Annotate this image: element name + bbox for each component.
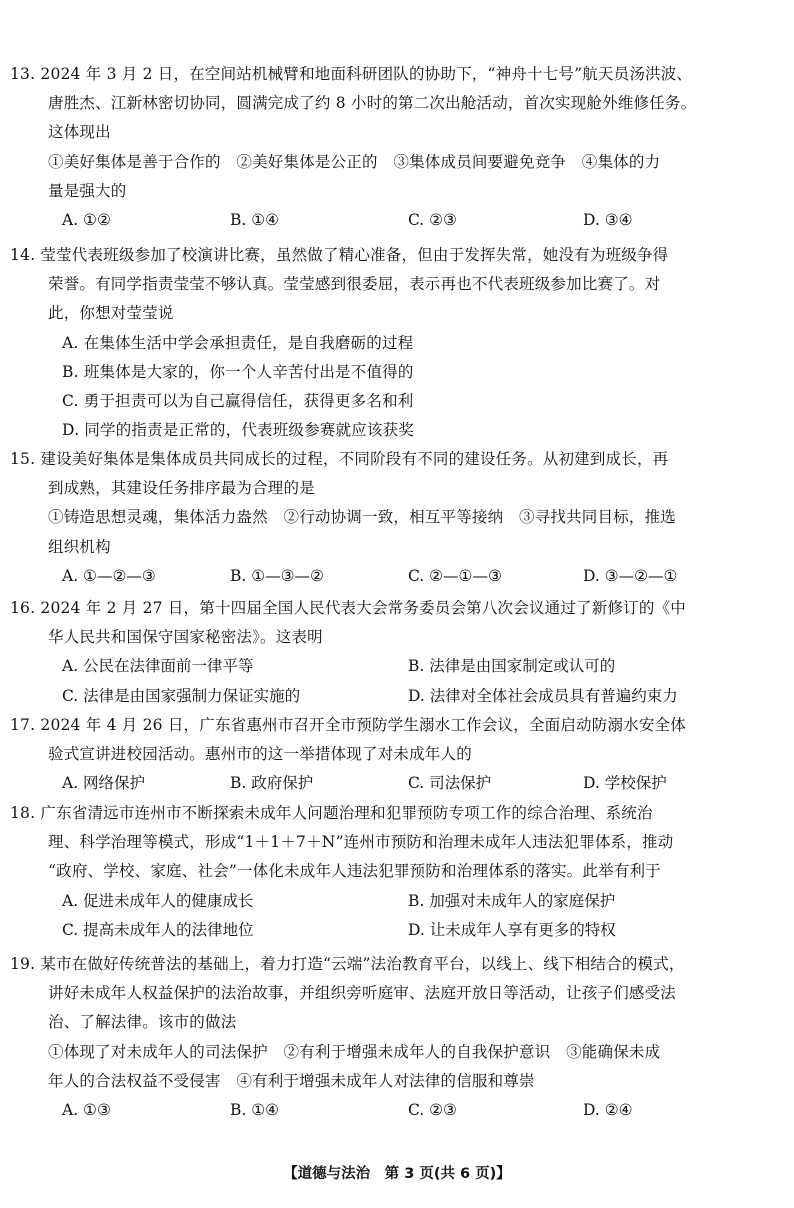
options-row	[10, 682, 780, 711]
options-row	[10, 206, 780, 235]
options-row	[10, 1096, 780, 1125]
option-d[interactable]: D. 同学的指责是正常的，代表班级参赛就应该获奖	[62, 421, 415, 440]
statement-line: ①铸造思想灵魂，集体活力盎然 ②行动协调一致，相互平等接纳 ③寻找共同目标，推选	[48, 508, 677, 527]
question-stem-line: 13. 2024 年 3 月 2 日，在空间站机械臂和地面科研团队的协助下，“神舟十七号”航天员汤洪波、	[10, 65, 693, 83]
question-18	[10, 799, 780, 945]
question-stem-line: 19. 某市在做好传统普法的基础上，着力打造“云端”法治教育平台，以线上、线下相结合的模式，	[10, 955, 685, 973]
option-c[interactable]: C. 勇于担责可以为自己赢得信任，获得更多名和利	[62, 392, 414, 411]
option-d[interactable]: D. 让未成年人享有更多的特权	[408, 920, 616, 939]
option-b[interactable]: B. 政府保护	[230, 774, 314, 793]
statement-line: 量是强大的	[48, 181, 127, 200]
question-stem-line: 18. 广东省清远市连州市不断探索未成年人问题治理和犯罪预防专项工作的综合治理、系统治	[10, 804, 653, 822]
question-stem-line: 15. 建设美好集体是集体成员共同成长的过程，不同阶段有不同的建设任务。从初建到成长，再	[10, 450, 669, 468]
question-stem-line: “政府、学校、家庭、社会”一体化未成年人违法犯罪预防和治理体系的落实。此举有利于	[48, 862, 661, 881]
question-stem-line: 到成熟，其建设任务排序最为合理的是	[48, 479, 315, 498]
option-c[interactable]: C. 提高未成年人的法律地位	[62, 920, 254, 939]
question-stem-line: 验式宣讲进校园活动。惠州市的这一举措体现了对未成年人的	[48, 745, 472, 764]
question-stem-line: 16. 2024 年 2 月 27 日，第十四届全国人民代表大会常务委员会第八次会议通过了新修订的《中	[10, 599, 686, 617]
question-14	[10, 241, 780, 445]
statement-line: 年人的合法权益不受侵害 ④有利于增强未成年人对法律的信服和尊崇	[48, 1071, 535, 1090]
options-row	[10, 562, 780, 591]
question-stem-line: 17. 2024 年 4 月 26 日，广东省惠州市召开全市预防学生溺水工作会议，全面启动防溺水安全体	[10, 716, 686, 734]
option-a[interactable]: A. ①—②—③	[62, 566, 156, 585]
question-15	[10, 445, 780, 591]
question-stem-line: 14. 莹莹代表班级参加了校演讲比赛，虽然做了精心准备，但由于发挥失常，她没有为班级争得	[10, 246, 669, 264]
question-stem-line: 这体现出	[48, 123, 111, 142]
question-13	[10, 60, 780, 235]
question-19	[10, 950, 780, 1125]
option-b[interactable]: B. 班集体是大家的，你一个人辛苦付出是不值得的	[62, 362, 414, 381]
option-a[interactable]: A. ①③	[62, 1101, 111, 1120]
statement-line: 组织机构	[48, 537, 111, 556]
option-a[interactable]: A. 促进未成年人的健康成长	[62, 891, 254, 910]
statement-line: ①体现了对未成年人的司法保护 ②有利于增强未成年人的自我保护意识 ③能确保未成	[48, 1042, 661, 1061]
option-a[interactable]: A. ①②	[62, 211, 111, 230]
options-row	[10, 652, 780, 681]
option-b[interactable]: B. 法律是由国家制定或认可的	[408, 657, 616, 676]
option-d[interactable]: D. ③—②—①	[583, 566, 678, 585]
question-stem-line: 唐胜杰、江新林密切协同，圆满完成了约 8 小时的第二次出舱活动，首次实现舱外维修任务。	[48, 94, 697, 113]
option-c[interactable]: C. ②—①—③	[408, 566, 502, 585]
options-row	[10, 769, 780, 798]
question-17	[10, 711, 780, 799]
option-c[interactable]: C. ②③	[408, 1101, 457, 1120]
option-a[interactable]: A. 公民在法律面前一律平等	[62, 657, 254, 676]
option-b[interactable]: B. ①—③—②	[230, 566, 324, 585]
question-stem-line: 治、了解法律。该市的做法	[48, 1013, 237, 1032]
question-stem-line: 理、科学治理等模式，形成“1＋1＋7＋N”连州市预防和治理未成年人违法犯罪体系，推动	[48, 833, 674, 852]
option-b[interactable]: B. 加强对未成年人的家庭保护	[408, 891, 616, 910]
option-a[interactable]: A. 网络保护	[62, 774, 146, 793]
question-stem-line: 讲好未成年人权益保护的法治故事，并组织旁听庭审、法庭开放日等活动，让孩子们感受法	[48, 984, 677, 1003]
option-c[interactable]: C. 法律是由国家强制力保证实施的	[62, 686, 301, 705]
question-stem-line: 荣誉。有同学指责莹莹不够认真。莹莹感到很委屈，表示再也不代表班级参加比赛了。对	[48, 275, 661, 294]
option-c[interactable]: C. 司法保护	[408, 774, 492, 793]
option-d[interactable]: D. 法律对全体社会成员具有普遍约束力	[408, 686, 678, 705]
option-a[interactable]: A. 在集体生活中学会承担责任，是自我磨砺的过程	[62, 333, 414, 352]
question-stem-line: 华人民共和国保守国家秘密法》。这表明	[48, 628, 323, 647]
page-footer: 【道德与法治 第 3 页(共 6 页)】	[283, 1166, 511, 1182]
option-c[interactable]: C. ②③	[408, 211, 457, 230]
question-stem-line: 此，你想对莹莹说	[48, 304, 174, 323]
option-b[interactable]: B. ①④	[230, 211, 280, 230]
statement-line: ①美好集体是善于合作的 ②美好集体是公正的 ③集体成员间要避免竞争 ④集体的力	[48, 152, 661, 171]
options-row	[10, 916, 780, 945]
option-d[interactable]: D. ③④	[583, 211, 633, 230]
option-b[interactable]: B. ①④	[230, 1101, 280, 1120]
option-d[interactable]: D. ②④	[583, 1101, 633, 1120]
question-16	[10, 594, 780, 711]
options-row	[10, 887, 780, 916]
option-d[interactable]: D. 学校保护	[583, 774, 667, 793]
